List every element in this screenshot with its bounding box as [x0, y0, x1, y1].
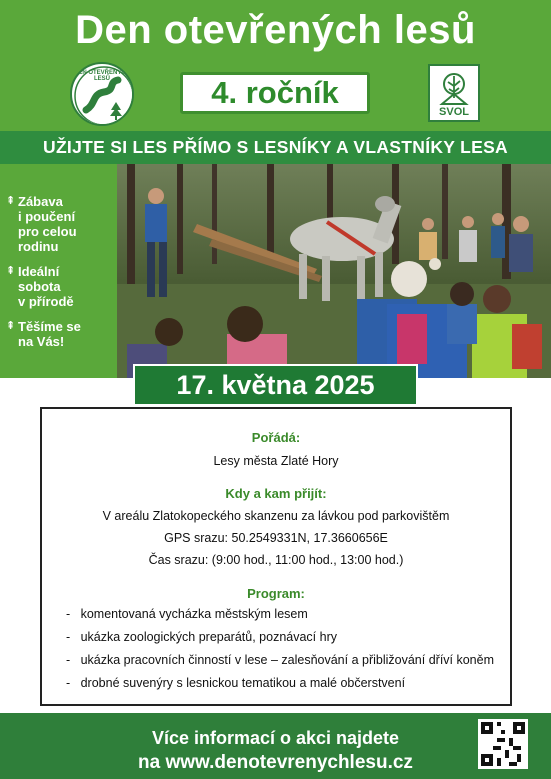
times: Čas srazu: (9:00 hod., 11:00 hod., 13:00 hod.)	[148, 553, 404, 567]
arrow-up-icon: ⇞	[6, 265, 16, 277]
sidebar-item-fun	[6, 194, 113, 254]
program-item: - ukázka pracovních činností v lese – zalesňování a přibližování dříví koněm	[66, 653, 495, 667]
forest-horse-photo	[117, 164, 551, 378]
sidebar-item-line: v přírodě	[18, 294, 74, 309]
den-otevrenych-lesu-logo	[70, 62, 134, 126]
forest-photo	[117, 164, 551, 378]
edition-badge: 4. ročník	[180, 72, 370, 114]
sidebar-item-line: i poučení	[18, 209, 76, 224]
event-date: 17. května 2025	[176, 370, 375, 400]
qr-code-icon[interactable]	[478, 719, 528, 769]
svol-logo	[428, 64, 480, 122]
organizer-heading: Pořádá:	[251, 430, 301, 445]
sidebar-item-line: na Vás!	[18, 334, 65, 349]
footer-line-1: Více informací o akci najdete	[151, 728, 400, 748]
qr-code-graphic	[481, 722, 525, 766]
tree-icon	[430, 68, 478, 108]
tagline: UŽIJTE SI LES PŘÍMO S LESNÍKY A VLASTNÍKY LESA	[43, 137, 508, 157]
sidebar-item-saturday	[6, 264, 113, 309]
sidebar-item-line: sobota	[18, 279, 61, 294]
arrow-up-icon: ⇞	[6, 320, 16, 332]
program-item-text: komentovaná vycházka městským lesem	[80, 607, 308, 621]
logo-left-text: DEN OTEVŘENÝCH LESŮ	[73, 70, 130, 82]
date-banner	[133, 364, 418, 406]
program-item: - komentovaná vycházka městským lesem	[66, 607, 308, 621]
location: V areálu Zlatokopeckého skanzenu za lávkou pod parkovištěm	[102, 509, 450, 523]
program-item: - ukázka zoologických preparátů, poznávací hry	[66, 630, 337, 644]
logo-right-text: SVOL	[439, 106, 469, 118]
sidebar-item-welcome	[6, 319, 113, 349]
where-heading: Kdy a kam přijít:	[225, 486, 327, 501]
sidebar-item-line: Zábava	[18, 194, 63, 209]
sidebar-item-line: Ideální	[18, 264, 60, 279]
sidebar	[0, 164, 117, 378]
program-item-text: ukázka zoologických preparátů, poznávací hry	[80, 630, 337, 644]
program-item: - drobné suvenýry s lesnickou tematikou a malé občerstvení	[66, 676, 406, 690]
program-item-text: ukázka pracovních činností v lese – zalesňování a přibližování dříví koněm	[80, 653, 495, 667]
footer-link[interactable]: na www.denotevrenychlesu.cz	[138, 752, 413, 773]
sidebar-item-line: rodinu	[18, 239, 59, 254]
program-item-text: drobné suvenýry s lesnickou tematikou a malé občerstvení	[80, 676, 406, 690]
footer	[0, 713, 551, 779]
sidebar-item-line: Těšíme se	[18, 319, 81, 334]
sidebar-item-line: pro celou	[18, 224, 77, 239]
organizer: Lesy města Zlaté Hory	[213, 454, 339, 468]
program-heading: Program:	[247, 586, 305, 601]
gps: GPS srazu: 50.2549331N, 17.3660656E	[164, 531, 388, 545]
info-box	[40, 407, 512, 706]
page-title: Den otevřených lesů	[75, 8, 476, 52]
arrow-up-icon: ⇞	[6, 195, 16, 207]
